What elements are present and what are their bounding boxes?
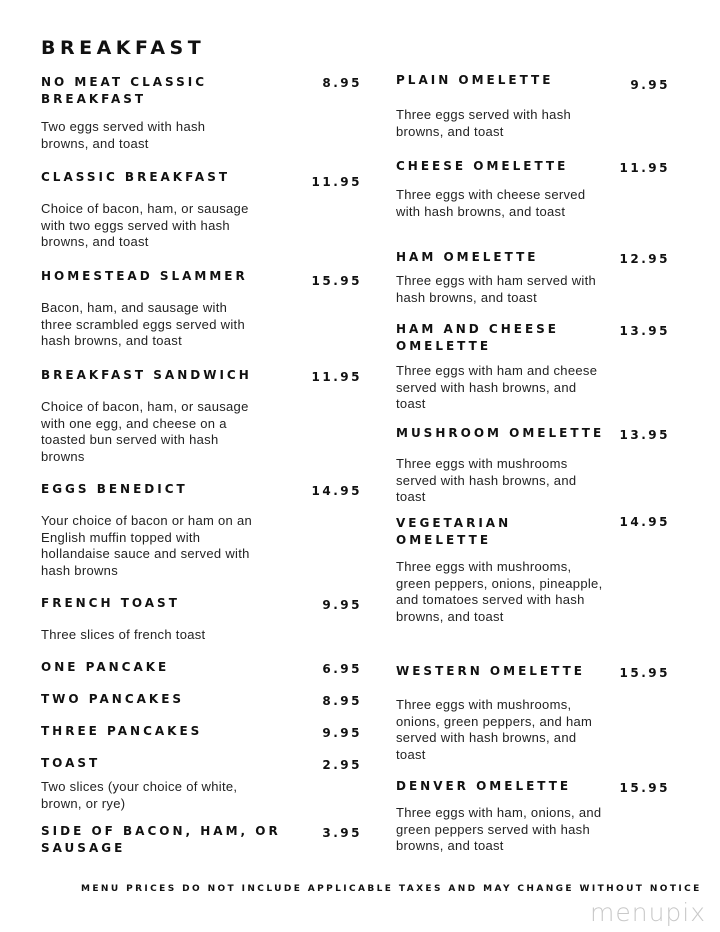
menu-item-description: Three eggs with cheese served with hash browns, and toast — [396, 187, 586, 219]
menu-item-description: Three eggs with ham and cheese served with hash browns, and toast — [396, 363, 598, 412]
menu-item-description: Three slices of french toast — [41, 627, 206, 642]
menu-item-price: 9.95 — [322, 726, 362, 740]
menu-item-name: ONE PANCAKE — [41, 660, 170, 674]
menu-item-description: Three eggs with ham, onions, and green peppers served with hash browns, and toast — [396, 805, 602, 854]
menu-item-name: TWO PANCAKES — [41, 692, 185, 706]
menu-item-name: CLASSIC BREAKFAST — [41, 170, 231, 184]
menu-item-name: HAM OMELETTE — [396, 250, 539, 264]
menu-item-price: 11.95 — [619, 161, 670, 175]
menu-item-description: Choice of bacon, ham, or sausage with one egg, and cheese on a toasted bun served with hash browns — [41, 399, 249, 464]
menu-item-price: 15.95 — [619, 666, 670, 680]
menu-item-price: 14.95 — [311, 484, 362, 498]
menu-item-name: NO MEAT CLASSIC BREAKFAST — [41, 75, 208, 106]
menu-item-name: THREE PANCAKES — [41, 724, 203, 738]
menu-item-name: SIDE OF BACON, HAM, OR SAUSAGE — [41, 824, 281, 855]
menu-item-description: Three eggs with mushrooms, green peppers, onions, pineapple, and tomatoes served with hash browns, and toast — [396, 559, 603, 624]
menu-item-name: PLAIN OMELETTE — [396, 73, 554, 87]
menu-item-price: 2.95 — [322, 758, 362, 772]
menu-item-name: HAM AND CHEESE OMELETTE — [396, 322, 560, 353]
menu-item-description: Three eggs with ham served with hash browns, and toast — [396, 273, 597, 305]
menu-item-name: MUSHROOM OMELETTE — [396, 426, 605, 440]
menu-item-description: Two eggs served with hash browns, and toast — [41, 119, 206, 151]
menu-item-name: DENVER OMELETTE — [396, 779, 572, 793]
menu-item-price: 15.95 — [619, 781, 670, 795]
menu-item-name: TOAST — [41, 756, 101, 770]
menu-item-price: 13.95 — [619, 428, 670, 442]
footer-note: MENU PRICES DO NOT INCLUDE APPLICABLE TAXES AND MAY CHANGE WITHOUT NOTICE — [81, 884, 702, 894]
menu-item-price: 13.95 — [619, 324, 670, 338]
menu-item-price: 3.95 — [322, 826, 362, 840]
menu-item-description: Your choice of bacon or ham on an English muffin topped with hollandaise sauce and served with hash browns — [41, 513, 253, 578]
menu-item-name: VEGETARIAN OMELETTE — [396, 516, 512, 547]
menu-item-price: 11.95 — [311, 175, 362, 189]
section-title: BREAKFAST — [41, 37, 206, 59]
menu-item-description: Two slices (your choice of white, brown, or rye) — [41, 779, 238, 811]
menu-item-description: Bacon, ham, and sausage with three scrambled eggs served with hash browns, and toast — [41, 300, 245, 349]
menu-item-price: 14.95 — [619, 515, 670, 529]
menu-item-name: WESTERN OMELETTE — [396, 664, 585, 678]
menu-item-price: 12.95 — [619, 252, 670, 266]
menu-item-price: 11.95 — [311, 370, 362, 384]
menu-item-name: FRENCH TOAST — [41, 596, 180, 610]
menu-item-price: 8.95 — [322, 694, 362, 708]
menu-item-name: EGGS BENEDICT — [41, 482, 188, 496]
menu-item-price: 9.95 — [322, 598, 362, 612]
menu-item-description: Three eggs with mushrooms served with hash browns, and toast — [396, 456, 577, 505]
watermark-logo: menupix — [590, 898, 707, 927]
menu-item-description: Three eggs with mushrooms, onions, green peppers, and ham served with hash browns, and toast — [396, 697, 593, 762]
menu-item-name: CHEESE OMELETTE — [396, 159, 569, 173]
menu-item-description: Three eggs served with hash browns, and toast — [396, 107, 572, 139]
menu-item-description: Choice of bacon, ham, or sausage with two eggs served with hash browns, and toast — [41, 201, 249, 250]
menu-item-name: BREAKFAST SANDWICH — [41, 368, 252, 382]
menu-item-price: 6.95 — [322, 662, 362, 676]
menu-item-price: 9.95 — [630, 78, 670, 92]
menu-item-price: 15.95 — [311, 274, 362, 288]
menu-item-name: HOMESTEAD SLAMMER — [41, 269, 248, 283]
menu-item-price: 8.95 — [322, 76, 362, 90]
